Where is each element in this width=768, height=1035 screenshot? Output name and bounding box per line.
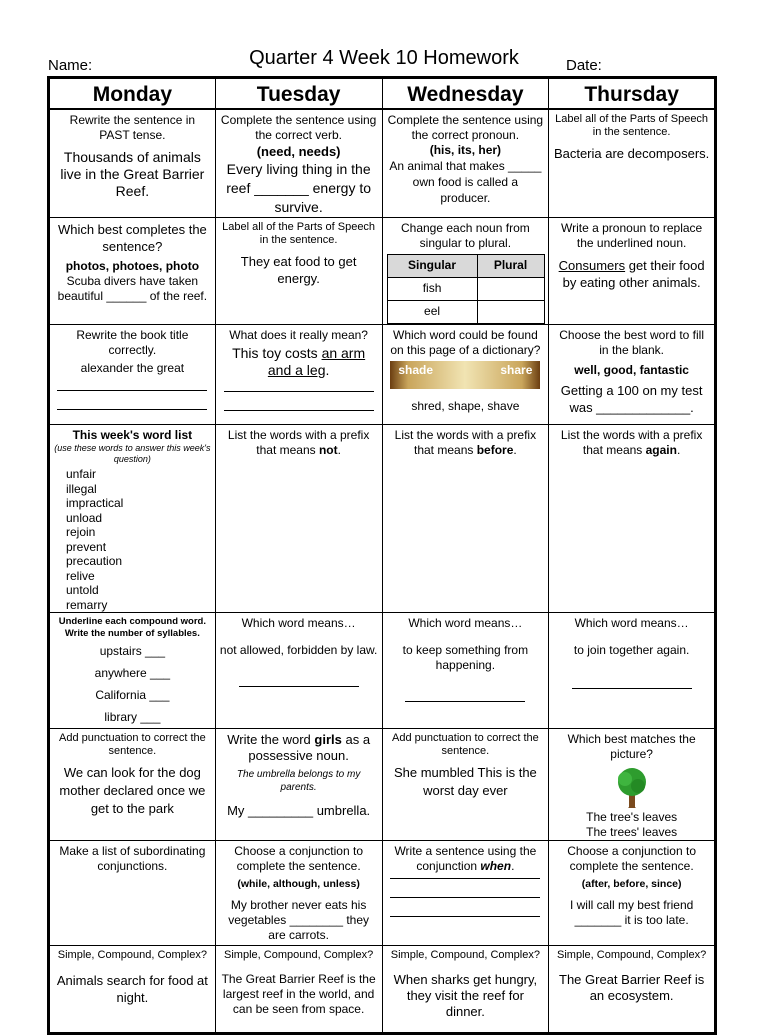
cell-tue-3: [215, 325, 382, 425]
homework-grid: [47, 76, 717, 1035]
cell-thu-3: [549, 325, 716, 425]
name-label: Name:: [48, 57, 93, 74]
instruction: Simple, Compound, Complex?: [57, 949, 207, 961]
cell-wed-4: [382, 425, 549, 613]
question-text: to join together again.: [573, 643, 690, 657]
instruction: Change each noun from singular to plural.: [400, 221, 530, 250]
question-text: The Great Barrier Reef is an ecosystem.: [559, 972, 705, 1003]
cell-mon-3: [49, 325, 216, 425]
syllable-list: [54, 640, 211, 728]
table-row: [49, 109, 716, 218]
word: remarry: [66, 597, 108, 612]
instruction: Complete the sentence using the correct verb.: [220, 113, 377, 142]
question-text: This toy costs an arm and a leg.: [232, 345, 366, 378]
guide-word: shade: [398, 363, 434, 377]
question-text: She mumbled This is the worst day ever: [393, 765, 537, 798]
question-text: Animals search for food at night.: [56, 973, 208, 1005]
instruction: Choose the best word to fill in the blank.: [559, 328, 704, 357]
question-text: I will call my best friend _______ it is too late.: [569, 898, 694, 927]
question-text: We can look for the dog mother declared once we get to the park: [59, 765, 206, 816]
question-text: to keep something from happening.: [402, 643, 529, 672]
cell-tue-1: [215, 109, 382, 218]
instruction: List the words with a prefix that means not.: [227, 428, 370, 457]
instruction: Choose a conjunction to complete the sentence.: [234, 844, 363, 873]
instruction: Complete the sentence using the correct pronoun.: [387, 113, 544, 142]
question-text: When sharks get hungry, they visit the reef for dinner.: [393, 972, 538, 1019]
word-options: shred, shape, shave: [411, 399, 520, 413]
cell-tue-8: [215, 946, 382, 1034]
cell-tue-2: [215, 218, 382, 325]
day-thursday: Thursday: [549, 78, 716, 110]
cell-tue-7: [215, 841, 382, 946]
dictionary-guide-words: [390, 361, 540, 389]
cell-thu-6: [549, 729, 716, 841]
instruction: Make a list of subordinating conjunctions.: [59, 844, 206, 873]
singular-word: fish: [387, 278, 477, 301]
instruction: Which word means…: [574, 616, 689, 630]
choices: well, good, fantastic: [574, 363, 689, 377]
question-text: They eat food to get energy.: [240, 254, 357, 286]
instruction: List the words with a prefix that means again.: [560, 428, 703, 457]
cell-mon-4: [49, 425, 216, 613]
word: impractical: [66, 496, 124, 510]
cell-mon-2: [49, 218, 216, 325]
question-text: Thousands of animals live in the Great Barrier Reef.: [60, 149, 205, 199]
cell-wed-3: [382, 325, 549, 425]
idiom: an arm and a leg: [267, 345, 366, 378]
instruction: Add punctuation to correct the sentence.: [391, 732, 539, 757]
list-item: library ___: [104, 710, 161, 724]
question-text: Getting a 100 on my test was _____________.: [560, 383, 703, 415]
instruction: Add punctuation to correct the sentence.: [58, 732, 206, 757]
word-list-title: This week's word list: [72, 428, 193, 442]
instruction: Which best matches the picture?: [567, 732, 696, 761]
cell-tue-4: [215, 425, 382, 613]
question-text: An animal that makes _____ own food is called a producer.: [389, 159, 542, 205]
cell-mon-1: [49, 109, 216, 218]
question-text: not allowed, forbidden by law.: [219, 643, 378, 657]
instruction: Write a sentence using the conjunction when.: [394, 844, 537, 873]
cell-wed-7: [382, 841, 549, 946]
cell-mon-6: [49, 729, 216, 841]
cell-thu-8: [549, 946, 716, 1034]
cell-mon-8: [49, 946, 216, 1034]
answer-line[interactable]: [224, 391, 374, 392]
question-text: The Great Barrier Reef is the largest reef in the world, and can be seen from space.: [221, 972, 376, 1016]
instruction: List the words with a prefix that means before.: [394, 428, 537, 457]
cell-wed-5: [382, 613, 549, 729]
word: unfair: [66, 467, 97, 481]
table-row: [49, 946, 716, 1034]
cell-thu-1: [549, 109, 716, 218]
list-item: anywhere ___: [94, 666, 171, 680]
word-list-note: (use these words to answer this week's question): [54, 443, 211, 464]
cell-wed-2: [382, 218, 549, 325]
cell-wed-6: [382, 729, 549, 841]
word: untold: [66, 583, 99, 597]
answer-line[interactable]: [239, 686, 359, 687]
word: illegal: [66, 481, 97, 496]
choices: photos, photoes, photo: [65, 259, 200, 273]
answer-line[interactable]: [390, 878, 540, 879]
instruction: Which word means…: [408, 616, 523, 630]
instruction: What does it really mean?: [229, 328, 368, 342]
plural-table: [387, 254, 545, 324]
instruction: Simple, Compound, Complex?: [557, 949, 707, 961]
answer-line[interactable]: [572, 688, 692, 689]
plural-answer-box[interactable]: [477, 301, 544, 324]
instruction: Choose a conjunction to complete the sentence.: [567, 844, 696, 873]
plural-answer-box[interactable]: [477, 278, 544, 301]
choices: (after, before, since): [581, 878, 682, 890]
instruction: Label all of the Parts of Speech in the sentence.: [555, 113, 709, 138]
answer-line[interactable]: [57, 409, 207, 410]
table-row: [49, 729, 716, 841]
cell-wed-8: [382, 946, 549, 1034]
word: precaution: [66, 554, 123, 568]
choices: (while, although, unless): [237, 878, 360, 890]
guide-word: share: [500, 363, 533, 377]
cell-thu-4: [549, 425, 716, 613]
option-1: The tree's leaves: [586, 810, 678, 824]
word: relive: [66, 568, 95, 583]
question-text: My _________ umbrella.: [227, 803, 371, 818]
answer-line[interactable]: [224, 410, 374, 411]
column-header: Singular: [387, 255, 477, 278]
instruction: Write a pronoun to replace the underlined noun.: [561, 221, 703, 250]
underlined-noun: Consumers: [558, 258, 626, 273]
question-text: Consumers get their food by eating other animals.: [558, 258, 705, 290]
day-monday: Monday: [49, 78, 216, 110]
instruction: Simple, Compound, Complex?: [224, 949, 374, 961]
answer-line[interactable]: [390, 897, 540, 898]
question-text: Scuba divers have taken beautiful ______ of the reef.: [57, 274, 208, 303]
answer-line[interactable]: [405, 701, 525, 702]
table-row: [49, 613, 716, 729]
example-sentence: The umbrella belongs to my parents.: [236, 769, 361, 793]
day-wednesday: Wednesday: [382, 78, 549, 110]
column-header: Plural: [477, 255, 544, 278]
table-row: [49, 425, 716, 613]
answer-line[interactable]: [390, 916, 540, 917]
cell-thu-2: [549, 218, 716, 325]
choices: (his, its, her): [429, 143, 502, 157]
list-item: upstairs ___: [99, 644, 166, 658]
instruction: Rewrite the sentence in PAST tense.: [69, 113, 196, 142]
question-text: alexander the great: [80, 361, 185, 375]
table-row: [49, 841, 716, 946]
date-label: Date:: [566, 57, 602, 74]
page-title: Quarter 4 Week 10 Homework: [249, 47, 519, 69]
instruction: Label all of the Parts of Speech in the sentence.: [222, 221, 376, 246]
instruction: Simple, Compound, Complex?: [390, 949, 540, 961]
table-row: [49, 325, 716, 425]
cell-tue-6: [215, 729, 382, 841]
instruction: Write the word girls as a possessive noun.: [227, 732, 371, 763]
choices: (need, needs): [256, 144, 341, 159]
cell-mon-5: [49, 613, 216, 729]
cell-thu-5: [549, 613, 716, 729]
cell-wed-1: [382, 109, 549, 218]
day-tuesday: Tuesday: [215, 78, 382, 110]
instruction: Which word means…: [241, 616, 356, 630]
cell-mon-7: [49, 841, 216, 946]
word-list: [54, 467, 211, 612]
tree-icon: [614, 766, 650, 810]
singular-word: eel: [387, 301, 477, 324]
list-item: California ___: [95, 688, 170, 702]
table-row: [49, 218, 716, 325]
instruction: Rewrite the book title correctly.: [76, 328, 189, 357]
instruction: Which best completes the sentence?: [57, 222, 207, 254]
cell-thu-7: [549, 841, 716, 946]
question-text: My brother never eats his vegetables ________ they are carrots.: [228, 898, 370, 942]
question-text: Every living thing in the reef _______ energy to survive.: [226, 161, 372, 215]
word: rejoin: [66, 525, 96, 539]
cell-tue-5: [215, 613, 382, 729]
answer-line[interactable]: [57, 390, 207, 391]
instruction: Underline each compound word. Write the number of syllables.: [58, 616, 206, 639]
word: prevent: [66, 539, 107, 554]
question-text: Bacteria are decomposers.: [553, 146, 710, 161]
day-header-row: [49, 78, 716, 110]
option-2: The trees' leaves: [586, 825, 678, 839]
instruction: Which word could be found on this page of a dictionary?: [390, 328, 541, 357]
word: unload: [66, 510, 103, 525]
